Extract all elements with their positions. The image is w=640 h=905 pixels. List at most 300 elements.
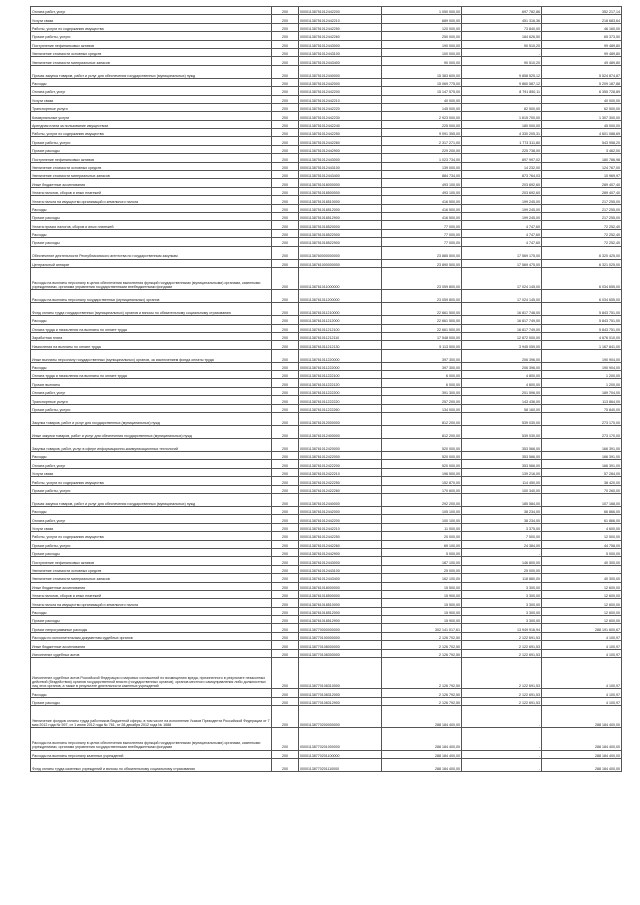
row-name-cell: Прочие расходы xyxy=(31,212,272,220)
executed-amount-cell: 225 738,00 xyxy=(462,145,542,153)
budget-code-cell: 00001138770201110000 xyxy=(299,758,382,771)
table-row xyxy=(31,349,622,362)
unexecuted-amount-cell: 273 170,00 xyxy=(542,426,622,439)
table-row xyxy=(31,32,622,40)
executed-amount-cell: 2 122 691,53 xyxy=(462,641,542,649)
line-code-cell: 200 xyxy=(272,468,299,476)
line-code-cell: 200 xyxy=(272,689,299,697)
line-code-cell: 200 xyxy=(272,48,299,56)
budget-code-cell: 00001138761011222000 xyxy=(299,362,382,370)
row-name-cell: Услуги связи xyxy=(31,523,272,531)
budget-code-cell: 00001138761011000000 xyxy=(299,267,382,289)
executed-amount-cell: 206 396,00 xyxy=(462,349,542,362)
line-code-cell: 200 xyxy=(272,750,299,758)
table-row xyxy=(31,506,622,514)
line-code-cell: 200 xyxy=(272,426,299,439)
unexecuted-amount-cell: 75 840,00 xyxy=(542,404,622,412)
row-name-cell: Центральный аппарат xyxy=(31,259,272,267)
line-code-cell: 200 xyxy=(272,87,299,95)
row-name-cell: Работы, услуги по содержанию имущества xyxy=(31,532,272,540)
table-row xyxy=(31,341,622,349)
executed-amount-cell: - xyxy=(462,758,542,771)
table-row xyxy=(31,371,622,379)
row-name-cell: Увеличение стоимости материальных запасов xyxy=(31,57,272,65)
row-name-cell: Иные бюджетные ассигнования xyxy=(31,582,272,590)
row-name-cell: Работы, услуги по содержанию имущества xyxy=(31,23,272,31)
budget-code-cell: 00001138751012443100 xyxy=(299,48,382,56)
approved-amount-cell: 40 000,00 xyxy=(382,95,462,103)
budget-code-cell: 00001138751012442900 xyxy=(299,145,382,153)
row-name-cell: Оплата труда и начисления на выплаты по оплате труда xyxy=(31,324,272,332)
budget-code-cell: 00001138761011212130 xyxy=(299,341,382,349)
executed-amount-cell: 9 858 525,12 xyxy=(462,65,542,78)
row-name-cell: Увеличение стоимости основных средств xyxy=(31,48,272,56)
line-code-cell: 200 xyxy=(272,196,299,204)
table-row xyxy=(31,477,622,485)
executed-amount-cell: 16 817 749,00 xyxy=(462,324,542,332)
row-name-cell: Расходы xyxy=(31,316,272,324)
budget-code-cell: 00001138761012443100 xyxy=(299,565,382,573)
budget-code-cell: 00001138761018512000 xyxy=(299,607,382,615)
table-row xyxy=(31,332,622,340)
budget-code-cell: 00001138761018512900 xyxy=(299,616,382,624)
unexecuted-amount-cell: 4 100,97 xyxy=(542,697,622,705)
unexecuted-amount-cell: 12 600,00 xyxy=(542,607,622,615)
executed-amount-cell: 3 300,00 xyxy=(462,616,542,624)
line-code-cell: 200 xyxy=(272,452,299,460)
unexecuted-amount-cell: 66 866,00 xyxy=(542,506,622,514)
row-name-cell: Транспортные услуги xyxy=(31,103,272,111)
executed-amount-cell: 25 000,00 xyxy=(462,565,542,573)
budget-code-cell: 00001138761012400000 xyxy=(299,426,382,439)
row-name-cell: Работы, услуги по содержанию имущества xyxy=(31,477,272,485)
budget-code-cell: 00001138761012420000 xyxy=(299,439,382,452)
table-row xyxy=(31,590,622,598)
unexecuted-amount-cell: 44 758,00 xyxy=(542,540,622,548)
unexecuted-amount-cell: 289 407,40 xyxy=(542,187,622,195)
budget-code-cell: 00001138751018000000 xyxy=(299,179,382,187)
table-row xyxy=(31,87,622,95)
executed-amount-cell: 90 510,20 xyxy=(462,57,542,65)
executed-amount-cell: 3 300,00 xyxy=(462,590,542,598)
executed-amount-cell: 2 122 691,53 xyxy=(462,649,542,657)
unexecuted-amount-cell: 49 489,80 xyxy=(542,57,622,65)
row-name-cell: Арендная плата за пользование имуществом xyxy=(31,120,272,128)
approved-amount-cell: 397 300,00 xyxy=(382,362,462,370)
approved-amount-cell: 397 300,00 xyxy=(382,349,462,362)
executed-amount-cell: 203 692,60 xyxy=(462,179,542,187)
executed-amount-cell: 4 330 205,31 xyxy=(462,129,542,137)
executed-amount-cell: - xyxy=(462,95,542,103)
executed-amount-cell: 146 800,00 xyxy=(462,557,542,565)
approved-amount-cell: 884 734,00 xyxy=(382,171,462,179)
budget-code-cell: 00001138761012422260 xyxy=(299,485,382,493)
executed-amount-cell: 353 566,00 xyxy=(462,439,542,452)
approved-amount-cell: 25 000,00 xyxy=(382,565,462,573)
row-name-cell: Транспортные услуги xyxy=(31,396,272,404)
row-name-cell: Поступление нефинансовых активов xyxy=(31,40,272,48)
row-name-cell: Расходы xyxy=(31,607,272,615)
budget-code-cell: 00001138751012442250 xyxy=(299,23,382,31)
budget-code-cell: 00001138761011222100 xyxy=(299,371,382,379)
approved-amount-cell: 120 000,00 xyxy=(382,23,462,31)
approved-amount-cell: 15 383 600,00 xyxy=(382,65,462,78)
budget-code-cell: 00001138751012442210 xyxy=(299,95,382,103)
executed-amount-cell: 2 122 691,53 xyxy=(462,632,542,640)
executed-amount-cell: 12 872 000,00 xyxy=(462,332,542,340)
approved-amount-cell: 229 200,00 xyxy=(382,145,462,153)
approved-amount-cell: 812 200,00 xyxy=(382,426,462,439)
line-code-cell: 200 xyxy=(272,32,299,40)
executed-amount-cell: 199 245,00 xyxy=(462,212,542,220)
line-code-cell: 200 xyxy=(272,341,299,349)
approved-amount-cell: 69 100,00 xyxy=(382,540,462,548)
budget-code-cell: 00001138760000000000 xyxy=(299,246,382,259)
approved-amount-cell: 416 500,00 xyxy=(382,196,462,204)
line-code-cell: 200 xyxy=(272,332,299,340)
line-code-cell: 200 xyxy=(272,413,299,426)
line-code-cell: 200 xyxy=(272,460,299,468)
approved-amount-cell: 145 000,00 xyxy=(382,103,462,111)
budget-code-cell: 00001138761012000000 xyxy=(299,413,382,426)
unexecuted-amount-cell: 40 300,00 xyxy=(542,574,622,582)
unexecuted-amount-cell: 38 420,00 xyxy=(542,477,622,485)
executed-amount-cell: 2 122 691,53 xyxy=(462,697,542,705)
table-row xyxy=(31,658,622,689)
unexecuted-amount-cell: 6 034 655,00 xyxy=(542,267,622,289)
row-name-cell: Исполнение судебных актов Российской Федерации и мировых соглашений по возмещению вреда, причиненного в результате незаконных действий (бездействия) органов государственной власти (государственных органов), органов местного самоуправления либо должностных лиц этих органов, а также в результате деятельности казенных учреждений xyxy=(31,658,272,689)
executed-amount-cell: 201 596,00 xyxy=(462,387,542,395)
approved-amount-cell: 288 184 400,00 xyxy=(382,706,462,728)
line-code-cell: 200 xyxy=(272,548,299,556)
unexecuted-amount-cell: 12 600,00 xyxy=(542,616,622,624)
line-code-cell: 200 xyxy=(272,641,299,649)
row-name-cell: Увеличение стоимости основных средств xyxy=(31,565,272,573)
unexecuted-amount-cell: 62 500,00 xyxy=(542,103,622,111)
approved-amount-cell: 139 000,00 xyxy=(382,162,462,170)
unexecuted-amount-cell: 4 100,97 xyxy=(542,641,622,649)
approved-amount-cell: 190 000,00 xyxy=(382,40,462,48)
unexecuted-amount-cell: 6 034 655,00 xyxy=(542,290,622,303)
budget-code-cell: 00001138761012422250 xyxy=(299,477,382,485)
executed-amount-cell: 38 234,00 xyxy=(462,515,542,523)
budget-code-cell: 00001138751012443400 xyxy=(299,57,382,65)
approved-amount-cell: 15 147 575,00 xyxy=(382,87,462,95)
row-name-cell: Уплата налогов, сборов и иных платежей xyxy=(31,187,272,195)
budget-code-cell: 00001138761012422200 xyxy=(299,460,382,468)
approved-amount-cell: 493 100,00 xyxy=(382,187,462,195)
approved-amount-cell: 15 500,00 xyxy=(382,599,462,607)
executed-amount-cell: - xyxy=(462,706,542,728)
executed-amount-cell: 14 232,00 xyxy=(462,162,542,170)
line-code-cell: 200 xyxy=(272,145,299,153)
approved-amount-cell: 15 500,00 xyxy=(382,582,462,590)
table-row xyxy=(31,40,622,48)
row-name-cell: Работы, услуги по содержанию имущества xyxy=(31,129,272,137)
row-name-cell: Расходы xyxy=(31,362,272,370)
unexecuted-amount-cell: 288 191 600,67 xyxy=(542,624,622,632)
executed-amount-cell: 4 800,00 xyxy=(462,371,542,379)
line-code-cell: 200 xyxy=(272,582,299,590)
line-code-cell: 200 xyxy=(272,15,299,23)
row-name-cell: Прочие работы, услуги xyxy=(31,32,272,40)
unexecuted-amount-cell: 288 184 400,00 xyxy=(542,758,622,771)
approved-amount-cell: 2 126 792,50 xyxy=(382,658,462,689)
approved-amount-cell: 196 500,00 xyxy=(382,468,462,476)
row-name-cell: Иные бюджетные ассигнования xyxy=(31,641,272,649)
table-row xyxy=(31,48,622,56)
approved-amount-cell: 105 100,00 xyxy=(382,506,462,514)
table-row xyxy=(31,324,622,332)
table-row xyxy=(31,221,622,229)
budget-code-cell: 00001138751018520000 xyxy=(299,221,382,229)
table-row xyxy=(31,689,622,697)
executed-amount-cell: 4 800,00 xyxy=(462,379,542,387)
approved-amount-cell: 1 050 000,00 xyxy=(382,7,462,15)
line-code-cell: 200 xyxy=(272,120,299,128)
approved-amount-cell: 22 661 500,00 xyxy=(382,316,462,324)
budget-code-cell: 00001138761011212100 xyxy=(299,324,382,332)
line-code-cell: 200 xyxy=(272,758,299,771)
table-row xyxy=(31,523,622,531)
table-row xyxy=(31,439,622,452)
approved-amount-cell: 170 600,00 xyxy=(382,485,462,493)
unexecuted-amount-cell: 190 904,00 xyxy=(542,362,622,370)
row-name-cell: Иные закупки товаров, работ и услуг для обеспечения государственных (муниципальных) нужд xyxy=(31,426,272,439)
budget-code-cell: 00001138761012442210 xyxy=(299,523,382,531)
row-name-cell: Расходы xyxy=(31,506,272,514)
line-code-cell: 200 xyxy=(272,697,299,705)
row-name-cell: Заработная плата xyxy=(31,332,272,340)
row-name-cell: Расходы на выплаты персоналу казенных учреждений xyxy=(31,750,272,758)
line-code-cell: 200 xyxy=(272,616,299,624)
table-row xyxy=(31,758,622,771)
line-code-cell: 200 xyxy=(272,706,299,728)
budget-code-cell: 00001138761011210000 xyxy=(299,303,382,316)
budget-code-cell: 00001138751018512000 xyxy=(299,204,382,212)
budget-code-cell: 00001138761000000000 xyxy=(299,259,382,267)
budget-code-cell: 00001138751012442260 xyxy=(299,32,382,40)
executed-amount-cell: 184 626,50 xyxy=(462,32,542,40)
budget-code-cell: 00001138751012442230 xyxy=(299,112,382,120)
line-code-cell: 200 xyxy=(272,162,299,170)
line-code-cell: 200 xyxy=(272,204,299,212)
table-row xyxy=(31,557,622,565)
row-name-cell: Иные выплаты персоналу государственных (муниципальных) органов, за исключением фонда оплаты труда xyxy=(31,349,272,362)
budget-code-cell: 00001138761011212000 xyxy=(299,316,382,324)
budget-code-cell: 00001138751012442240 xyxy=(299,120,382,128)
table-row xyxy=(31,641,622,649)
budget-code-cell: 00001138751012442210 xyxy=(299,15,382,23)
row-name-cell: Прочие расходы xyxy=(31,238,272,246)
line-code-cell: 200 xyxy=(272,607,299,615)
line-code-cell: 200 xyxy=(272,324,299,332)
budget-code-cell: 00001138751018510000 xyxy=(299,196,382,204)
executed-amount-cell: 3 300,00 xyxy=(462,607,542,615)
executed-amount-cell: 1 615 700,00 xyxy=(462,112,542,120)
unexecuted-amount-cell: 5 843 751,00 xyxy=(542,303,622,316)
row-name-cell: Начисления на выплаты по оплате труда xyxy=(31,341,272,349)
expenditure-table xyxy=(30,6,622,772)
unexecuted-amount-cell: 72 252,40 xyxy=(542,238,622,246)
approved-amount-cell: 100 000,00 xyxy=(382,48,462,56)
unexecuted-amount-cell: 72 252,40 xyxy=(542,221,622,229)
table-row xyxy=(31,179,622,187)
approved-amount-cell: 302 141 017,61 xyxy=(382,624,462,632)
table-row xyxy=(31,468,622,476)
executed-amount-cell: 3 300,00 xyxy=(462,582,542,590)
approved-amount-cell: 250 000,00 xyxy=(382,32,462,40)
row-name-cell: Прочие расходы xyxy=(31,697,272,705)
budget-code-cell: 00001138770200000000 xyxy=(299,706,382,728)
executed-amount-cell: 9 860 587,12 xyxy=(462,78,542,86)
table-row xyxy=(31,548,622,556)
row-name-cell: Уплата прочих налогов, сборов и иных платежей xyxy=(31,221,272,229)
line-code-cell: 200 xyxy=(272,187,299,195)
budget-code-cell: 00001138770108300000 xyxy=(299,649,382,657)
approved-amount-cell: 2 126 792,50 xyxy=(382,689,462,697)
table-row xyxy=(31,706,622,728)
executed-amount-cell: 353 566,00 xyxy=(462,452,542,460)
budget-code-cell: 00001138770108312900 xyxy=(299,697,382,705)
executed-amount-cell: 697 782,86 xyxy=(462,7,542,15)
budget-code-cell: 00001138751018522000 xyxy=(299,229,382,237)
approved-amount-cell: 520 000,00 xyxy=(382,452,462,460)
row-name-cell: Прочие расходы xyxy=(31,616,272,624)
budget-code-cell: 00001138761012422000 xyxy=(299,452,382,460)
budget-code-cell: 00001138751012443000 xyxy=(299,154,382,162)
row-name-cell: Закупка товаров, работ и услуг для государственных (муниципальных) нужд xyxy=(31,413,272,426)
line-code-cell: 200 xyxy=(272,439,299,452)
row-name-cell: Прочая закупка товаров, работ и услуг для обеспечения государственных (муниципальных) нужд xyxy=(31,493,272,506)
row-name-cell: Коммунальные услуги xyxy=(31,112,272,120)
table-row xyxy=(31,599,622,607)
unexecuted-amount-cell: 45 000,00 xyxy=(542,120,622,128)
executed-amount-cell: 203 692,60 xyxy=(462,187,542,195)
row-name-cell: Прочие работы, услуги xyxy=(31,540,272,548)
line-code-cell: 200 xyxy=(272,396,299,404)
table-row xyxy=(31,582,622,590)
unexecuted-amount-cell: 12 500,00 xyxy=(542,532,622,540)
table-row xyxy=(31,362,622,370)
unexecuted-amount-cell: 46 160,00 xyxy=(542,23,622,31)
unexecuted-amount-cell: 5 524 874,87 xyxy=(542,65,622,78)
approved-amount-cell: 520 000,00 xyxy=(382,460,462,468)
table-row xyxy=(31,145,622,153)
row-name-cell: Услуги связи xyxy=(31,15,272,23)
row-name-cell: Прочие непрограммные расходы xyxy=(31,624,272,632)
table-row xyxy=(31,303,622,316)
unexecuted-amount-cell: 6 320 425,00 xyxy=(542,246,622,259)
line-code-cell: 200 xyxy=(272,523,299,531)
report-sheet xyxy=(30,6,620,772)
unexecuted-amount-cell: 352 217,14 xyxy=(542,7,622,15)
table-row xyxy=(31,259,622,267)
approved-amount-cell: 2 126 792,50 xyxy=(382,649,462,657)
line-code-cell: 200 xyxy=(272,23,299,31)
approved-amount-cell: 2 317 271,00 xyxy=(382,137,462,145)
table-row xyxy=(31,493,622,506)
table-row xyxy=(31,187,622,195)
unexecuted-amount-cell: 180 786,98 xyxy=(542,154,622,162)
approved-amount-cell: 288 184 400,00 xyxy=(382,728,462,750)
unexecuted-amount-cell: 57 284,00 xyxy=(542,468,622,476)
executed-amount-cell: 13 949 916,94 xyxy=(462,624,542,632)
approved-amount-cell: 23 059 800,00 xyxy=(382,267,462,289)
approved-amount-cell: 11 000,00 xyxy=(382,523,462,531)
row-name-cell: Прочие работы, услуги xyxy=(31,137,272,145)
executed-amount-cell: 897 997,02 xyxy=(462,154,542,162)
unexecuted-amount-cell: - xyxy=(542,565,622,573)
line-code-cell: 200 xyxy=(272,658,299,689)
table-row xyxy=(31,204,622,212)
unexecuted-amount-cell: 288 184 400,00 xyxy=(542,728,622,750)
table-row xyxy=(31,404,622,412)
line-code-cell: 200 xyxy=(272,57,299,65)
executed-amount-cell: 16 817 748,00 xyxy=(462,303,542,316)
approved-amount-cell: 15 069 775,00 xyxy=(382,78,462,86)
table-row xyxy=(31,697,622,705)
unexecuted-amount-cell: 12 600,00 xyxy=(542,590,622,598)
row-name-cell: Прочие расходы xyxy=(31,145,272,153)
table-row xyxy=(31,413,622,426)
line-code-cell: 200 xyxy=(272,387,299,395)
executed-amount-cell: 1 773 311,80 xyxy=(462,137,542,145)
line-code-cell: 200 xyxy=(272,728,299,750)
line-code-cell: 200 xyxy=(272,95,299,103)
unexecuted-amount-cell: 543 958,20 xyxy=(542,137,622,145)
unexecuted-amount-cell: 5 843 751,00 xyxy=(542,324,622,332)
row-name-cell: Расходы на выплаты персоналу в целях обеспечения выполнения функций государственными (муниципальными) органами, казенными учреждениями, органами управления государственными внебюджетными фондами xyxy=(31,728,272,750)
row-name-cell: Расходы на выплаты персоналу в целях обеспечения выполнения функций государственными (муниципальными) органами, казенными учреждениями, органами управления государственными внебюджетными фондами xyxy=(31,267,272,289)
unexecuted-amount-cell: 1 307 300,00 xyxy=(542,112,622,120)
approved-amount-cell: 77 000,00 xyxy=(382,221,462,229)
executed-amount-cell: 180 000,00 xyxy=(462,120,542,128)
executed-amount-cell: 2 122 691,53 xyxy=(462,689,542,697)
executed-amount-cell: 17 569 475,00 xyxy=(462,259,542,267)
budget-code-cell: 00001138761011212110 xyxy=(299,332,382,340)
table-row xyxy=(31,171,622,179)
line-code-cell: 200 xyxy=(272,506,299,514)
table-row xyxy=(31,426,622,439)
budget-code-cell: 00001138761012422210 xyxy=(299,468,382,476)
approved-amount-cell: 6 000,00 xyxy=(382,371,462,379)
table-row xyxy=(31,728,622,750)
executed-amount-cell: 3 945 059,00 xyxy=(462,341,542,349)
table-row xyxy=(31,616,622,624)
line-code-cell: 200 xyxy=(272,379,299,387)
unexecuted-amount-cell: 5 000,00 xyxy=(542,548,622,556)
line-code-cell: 200 xyxy=(272,349,299,362)
unexecuted-amount-cell: 61 866,00 xyxy=(542,515,622,523)
budget-code-cell: 00001138761011220000 xyxy=(299,349,382,362)
budget-code-cell: 00001138761011222260 xyxy=(299,404,382,412)
line-code-cell: 200 xyxy=(272,540,299,548)
line-code-cell: 200 xyxy=(272,212,299,220)
approved-amount-cell: 391 300,00 xyxy=(382,387,462,395)
table-row xyxy=(31,112,622,120)
row-name-cell: Расходы по исполнительным документам судебных органов xyxy=(31,632,272,640)
executed-amount-cell: 199 245,00 xyxy=(462,204,542,212)
line-code-cell: 200 xyxy=(272,154,299,162)
row-name-cell: Услуги связи xyxy=(31,95,272,103)
row-name-cell: Оплата работ, услуг xyxy=(31,387,272,395)
budget-code-cell: 00001138751012442260 xyxy=(299,137,382,145)
table-row xyxy=(31,515,622,523)
unexecuted-amount-cell: 288 184 400,00 xyxy=(542,706,622,728)
budget-code-cell: 00001138770108000000 xyxy=(299,641,382,649)
table-row xyxy=(31,485,622,493)
